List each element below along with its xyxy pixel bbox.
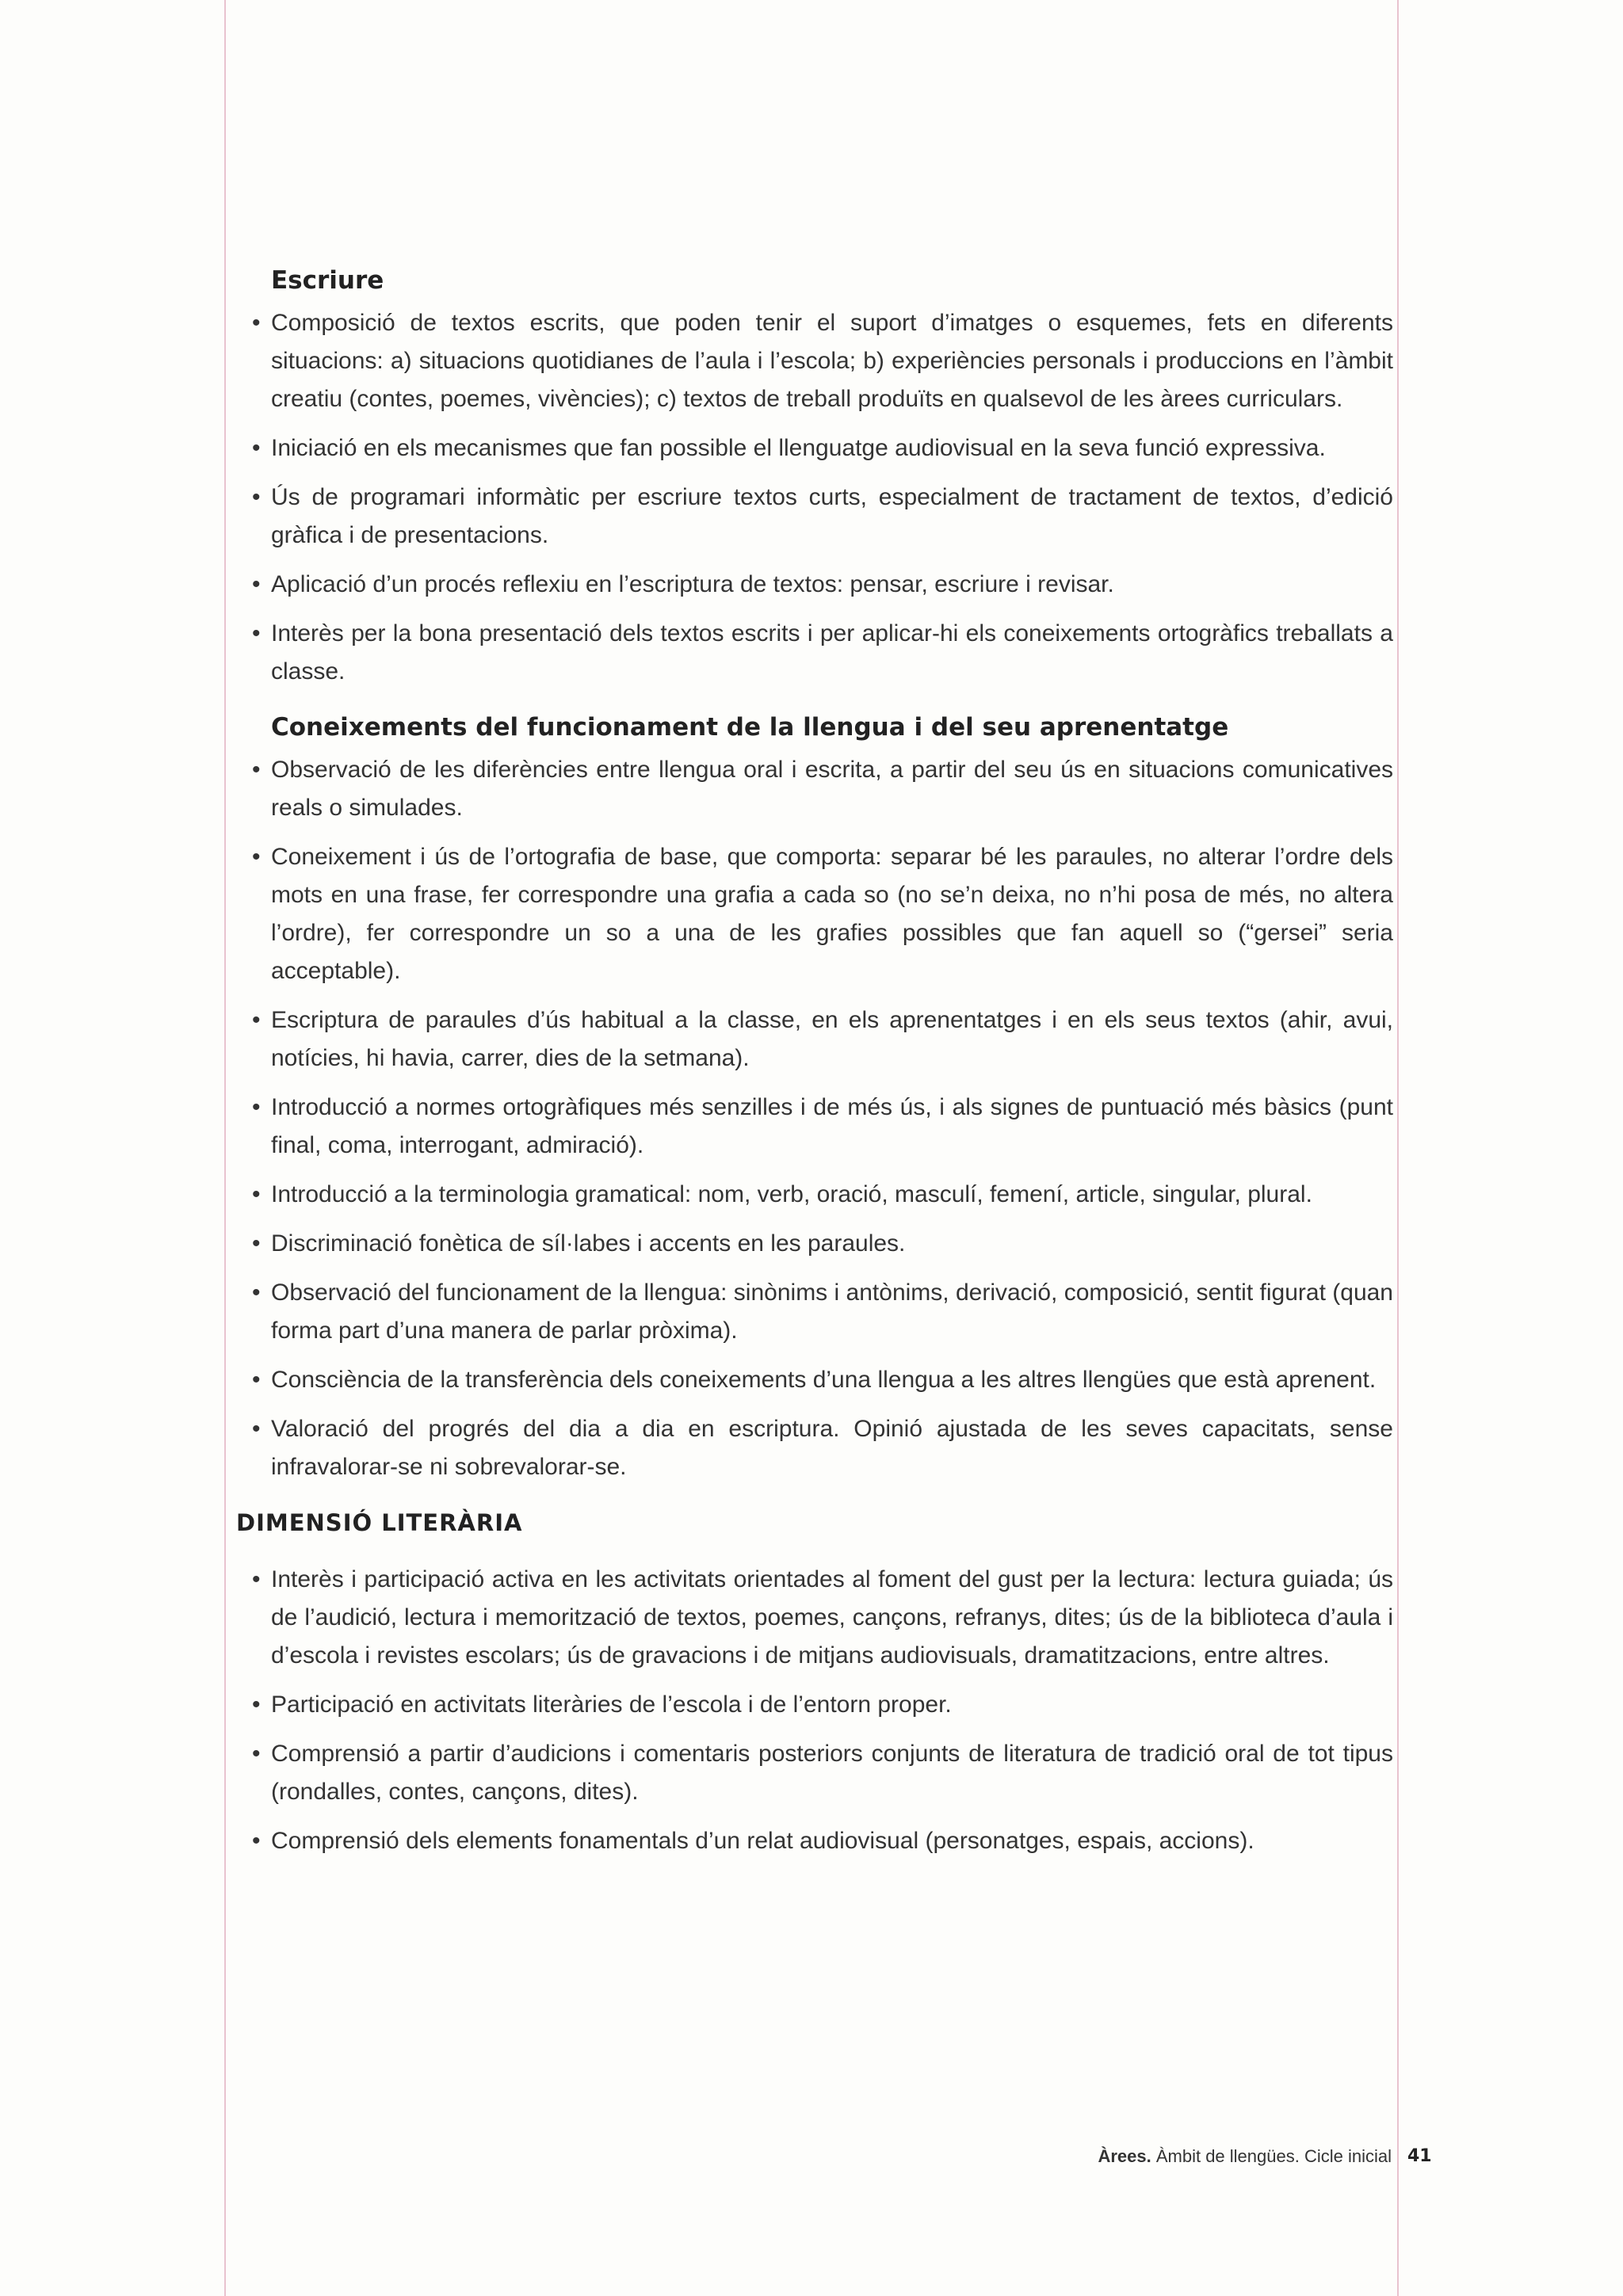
section-dimensio-literaria [236, 1504, 1393, 1860]
section-coneixements [236, 708, 1393, 1486]
bullet-icon: • [252, 435, 261, 461]
bullet-icon: • [252, 1828, 261, 1854]
section-heading: Escriure [271, 266, 384, 295]
footer-area: Àrees. [1098, 2146, 1151, 2166]
list-item: • Introducció a normes ortogràfiques més senzilles i de més ús, i als signes de puntuació més bàsics (punt final, coma, interrogant, admiració). [236, 1089, 1393, 1165]
bullet-icon: • [252, 1741, 261, 1767]
bullet-icon: • [252, 1094, 261, 1120]
bullet-icon: • [252, 1367, 261, 1393]
list-item: • Iniciació en els mecanismes que fan possible el llenguatge audiovisual en la seva funció expressiva. [236, 429, 1393, 467]
right-margin-rule [1397, 0, 1399, 2296]
list-item: • Interès i participació activa en les activitats orientades al foment del gust per la lectura: lectura guiada; ús de l’audició, lectura i memorització de textos, poemes, cançons, refranys, dites; ús de la biblioteca d’aula i d’escola i revistes escolars; ús de gravacions i de mitjans audiovisuals, dramatitzacions, entre altres. [236, 1561, 1393, 1675]
bullet-icon: • [252, 1691, 261, 1718]
bullet-icon: • [252, 571, 261, 597]
list-item: • Interès per la bona presentació dels textos escrits i per aplicar-hi els coneixements ortogràfics treballats a classe. [236, 615, 1393, 691]
bullet-icon: • [252, 1181, 261, 1207]
bullet-list [236, 751, 1393, 1486]
list-item: • Valoració del progrés del dia a dia en escriptura. Opinió ajustada de les seves capacitats, sense infravalorar-se ni sobrevalorar-se. [236, 1410, 1393, 1486]
page-content [236, 261, 1393, 1878]
running-footer [1098, 2144, 1392, 2169]
section-escriure [236, 261, 1393, 691]
bullet-icon: • [252, 1230, 261, 1257]
section-heading: Coneixements del funcionament de la llengua i del seu aprenentatge [271, 713, 1229, 742]
list-item: • Observació de les diferències entre llengua oral i escrita, a partir del seu ús en situacions comunicatives reals o simulades. [236, 751, 1393, 827]
bullet-list [236, 1561, 1393, 1860]
bullet-icon: • [252, 844, 261, 870]
list-item: • Ús de programari informàtic per escriure textos curts, especialment de tractament de textos, d’edició gràfica i de presentacions. [236, 479, 1393, 555]
list-item: • Escriptura de paraules d’ús habitual a la classe, en els aprenentatges i en els seus textos (ahir, avui, notícies, hi havia, carrer, dies de la setmana). [236, 1001, 1393, 1077]
list-item: • Participació en activitats literàries de l’escola i de l’entorn proper. [236, 1686, 1393, 1724]
bullet-icon: • [252, 1280, 261, 1306]
footer-title: Àmbit de llengües. Cicle inicial [1151, 2146, 1392, 2166]
bullet-icon: • [252, 484, 261, 510]
list-item: • Coneixement i ús de l’ortografia de base, que comporta: separar bé les paraules, no alterar l’ordre dels mots en una frase, fer correspondre una grafia a cada so (no se’n deixa, no n’hi posa de més, no altera l’ordre), fer correspondre un so a una de les grafies possibles que fan aquell so (“gersei” seria acceptable). [236, 838, 1393, 990]
bullet-list [236, 304, 1393, 691]
list-item: • Comprensió dels elements fonamentals d’un relat audiovisual (personatges, espais, accions). [236, 1822, 1393, 1860]
bullet-icon: • [252, 1416, 261, 1442]
page-number: 41 [1407, 2146, 1432, 2166]
list-item: • Composició de textos escrits, que poden tenir el suport d’imatges o esquemes, fets en diferents situacions: a) situacions quotidianes de l’aula i l’escola; b) experiències personals i produccions en l’àmbit creatiu (contes, poemes, vivències); c) textos de treball produïts en qualsevol de les àrees curriculars. [236, 304, 1393, 418]
bullet-icon: • [252, 310, 261, 336]
list-item: • Comprensió a partir d’audicions i comentaris posteriors conjunts de literatura de tradició oral de tot tipus (rondalles, contes, cançons, dites). [236, 1735, 1393, 1811]
list-item: • Consciència de la transferència dels coneixements d’una llengua a les altres llengües que està aprenent. [236, 1361, 1393, 1399]
bullet-icon: • [252, 620, 261, 646]
bullet-icon: • [252, 1007, 261, 1033]
list-item: • Observació del funcionament de la llengua: sinònims i antònims, derivació, composició, sentit figurat (quan forma part d’una manera de parlar pròxima). [236, 1274, 1393, 1350]
list-item: • Introducció a la terminologia gramatical: nom, verb, oració, masculí, femení, article, singular, plural. [236, 1176, 1393, 1214]
bullet-icon: • [252, 757, 261, 783]
dimension-heading: DIMENSIÓ LITERÀRIA [236, 1509, 523, 1536]
list-item: • Aplicació d’un procés reflexiu en l’escriptura de textos: pensar, escriure i revisar. [236, 566, 1393, 604]
left-margin-rule [224, 0, 226, 2296]
list-item: • Discriminació fonètica de síl·labes i accents en les paraules. [236, 1225, 1393, 1263]
bullet-icon: • [252, 1566, 261, 1592]
